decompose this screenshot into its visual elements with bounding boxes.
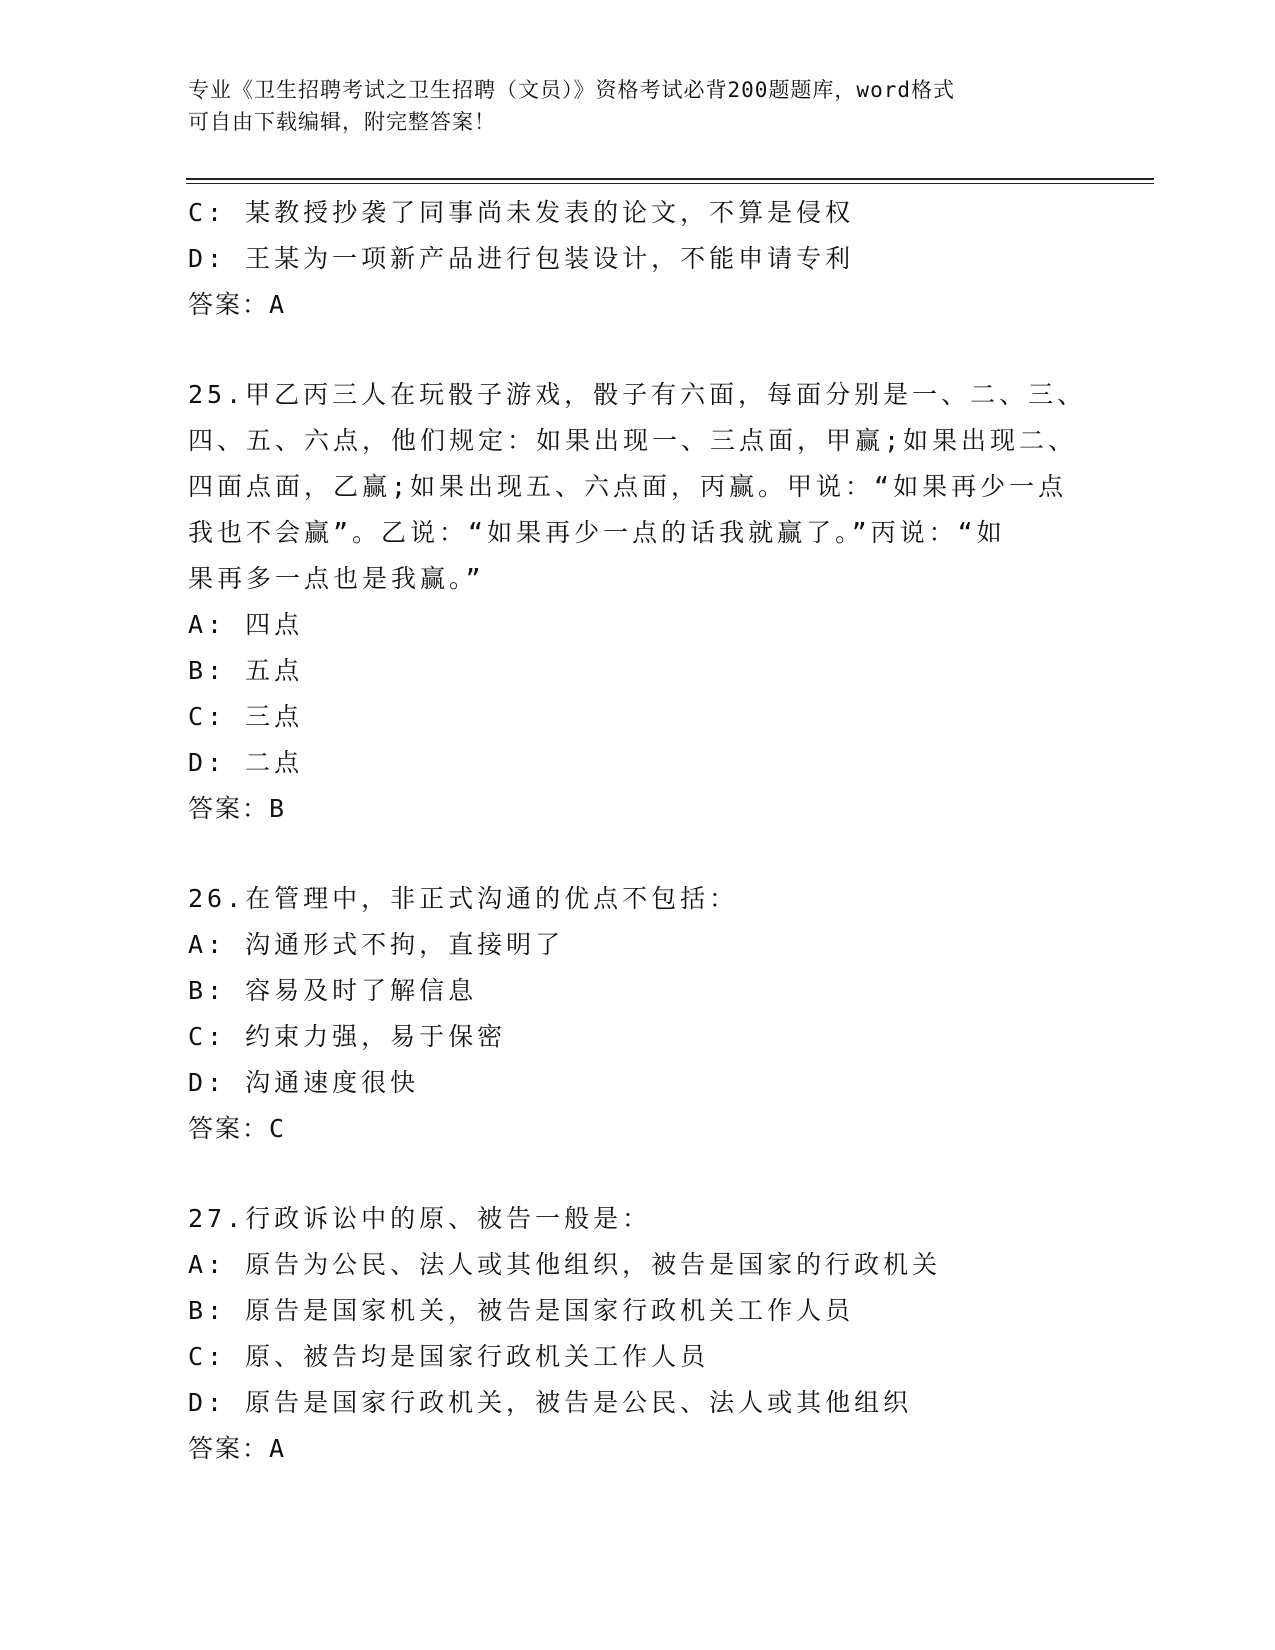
question-26: [188, 876, 1088, 1152]
option-a: A: 原告为公民、法人或其他组织，被告是国家的行政机关: [188, 1250, 942, 1279]
option-c: C: 约束力强，易于保密: [188, 1022, 507, 1051]
option-d: D: 王某为一项新产品进行包装设计，不能申请专利: [188, 244, 855, 273]
question-stem: 27.行政诉讼中的原、被告一般是：: [188, 1204, 652, 1233]
answer: 答案：A: [188, 1434, 287, 1463]
question-27: [188, 1196, 1088, 1472]
header-divider-thick: [186, 178, 1154, 180]
option-a: A: 沟通形式不拘，直接明了: [188, 930, 565, 959]
spacer: [188, 328, 1088, 372]
question-stem-line: 四、五、六点，他们规定：如果出现一、三点面，甲赢;如果出现二、: [188, 426, 1078, 455]
question-stem-line: 四面点面，乙赢;如果出现五、六点面，丙赢。甲说：“如果再少一点: [188, 472, 1068, 501]
option-d: D: 原告是国家行政机关，被告是公民、法人或其他组织: [188, 1388, 913, 1417]
option-b: B: 容易及时了解信息: [188, 976, 478, 1005]
answer: 答案：C: [188, 1114, 287, 1143]
header-divider-thin: [186, 183, 1154, 184]
question-25: [188, 372, 1088, 832]
option-b: B: 五点: [188, 656, 304, 685]
header-title-line-1: 专业《卫生招聘考试之卫生招聘（文员）》资格考试必背200题题库，word格式: [188, 78, 955, 102]
spacer: [188, 1152, 1088, 1196]
spacer: [188, 832, 1088, 876]
answer: 答案：B: [188, 794, 287, 823]
question-stem-line: 我也不会赢”。乙说：“如果再少一点的话我就赢了。”丙说：“如: [188, 518, 1006, 547]
option-b: B: 原告是国家机关，被告是国家行政机关工作人员: [188, 1296, 855, 1325]
option-d: D: 二点: [188, 748, 304, 777]
option-c: C: 某教授抄袭了同事尚未发表的论文，不算是侵权: [188, 198, 855, 227]
question-24-tail: [188, 190, 1088, 328]
document-header: [188, 74, 1068, 138]
option-d: D: 沟通速度很快: [188, 1068, 420, 1097]
question-list: [188, 190, 1088, 1472]
answer: 答案：A: [188, 290, 287, 319]
question-stem: 26.在管理中，非正式沟通的优点不包括：: [188, 884, 739, 913]
option-c: C: 原、被告均是国家行政机关工作人员: [188, 1342, 710, 1371]
question-stem-line: 25.甲乙丙三人在玩骰子游戏，骰子有六面，每面分别是一、二、三、: [188, 380, 1087, 409]
option-c: C: 三点: [188, 702, 304, 731]
header-title-line-2: 可自由下载编辑，附完整答案！: [188, 110, 496, 134]
option-a: A: 四点: [188, 610, 304, 639]
question-stem-line: 果再多一点也是我赢。”: [188, 564, 485, 593]
